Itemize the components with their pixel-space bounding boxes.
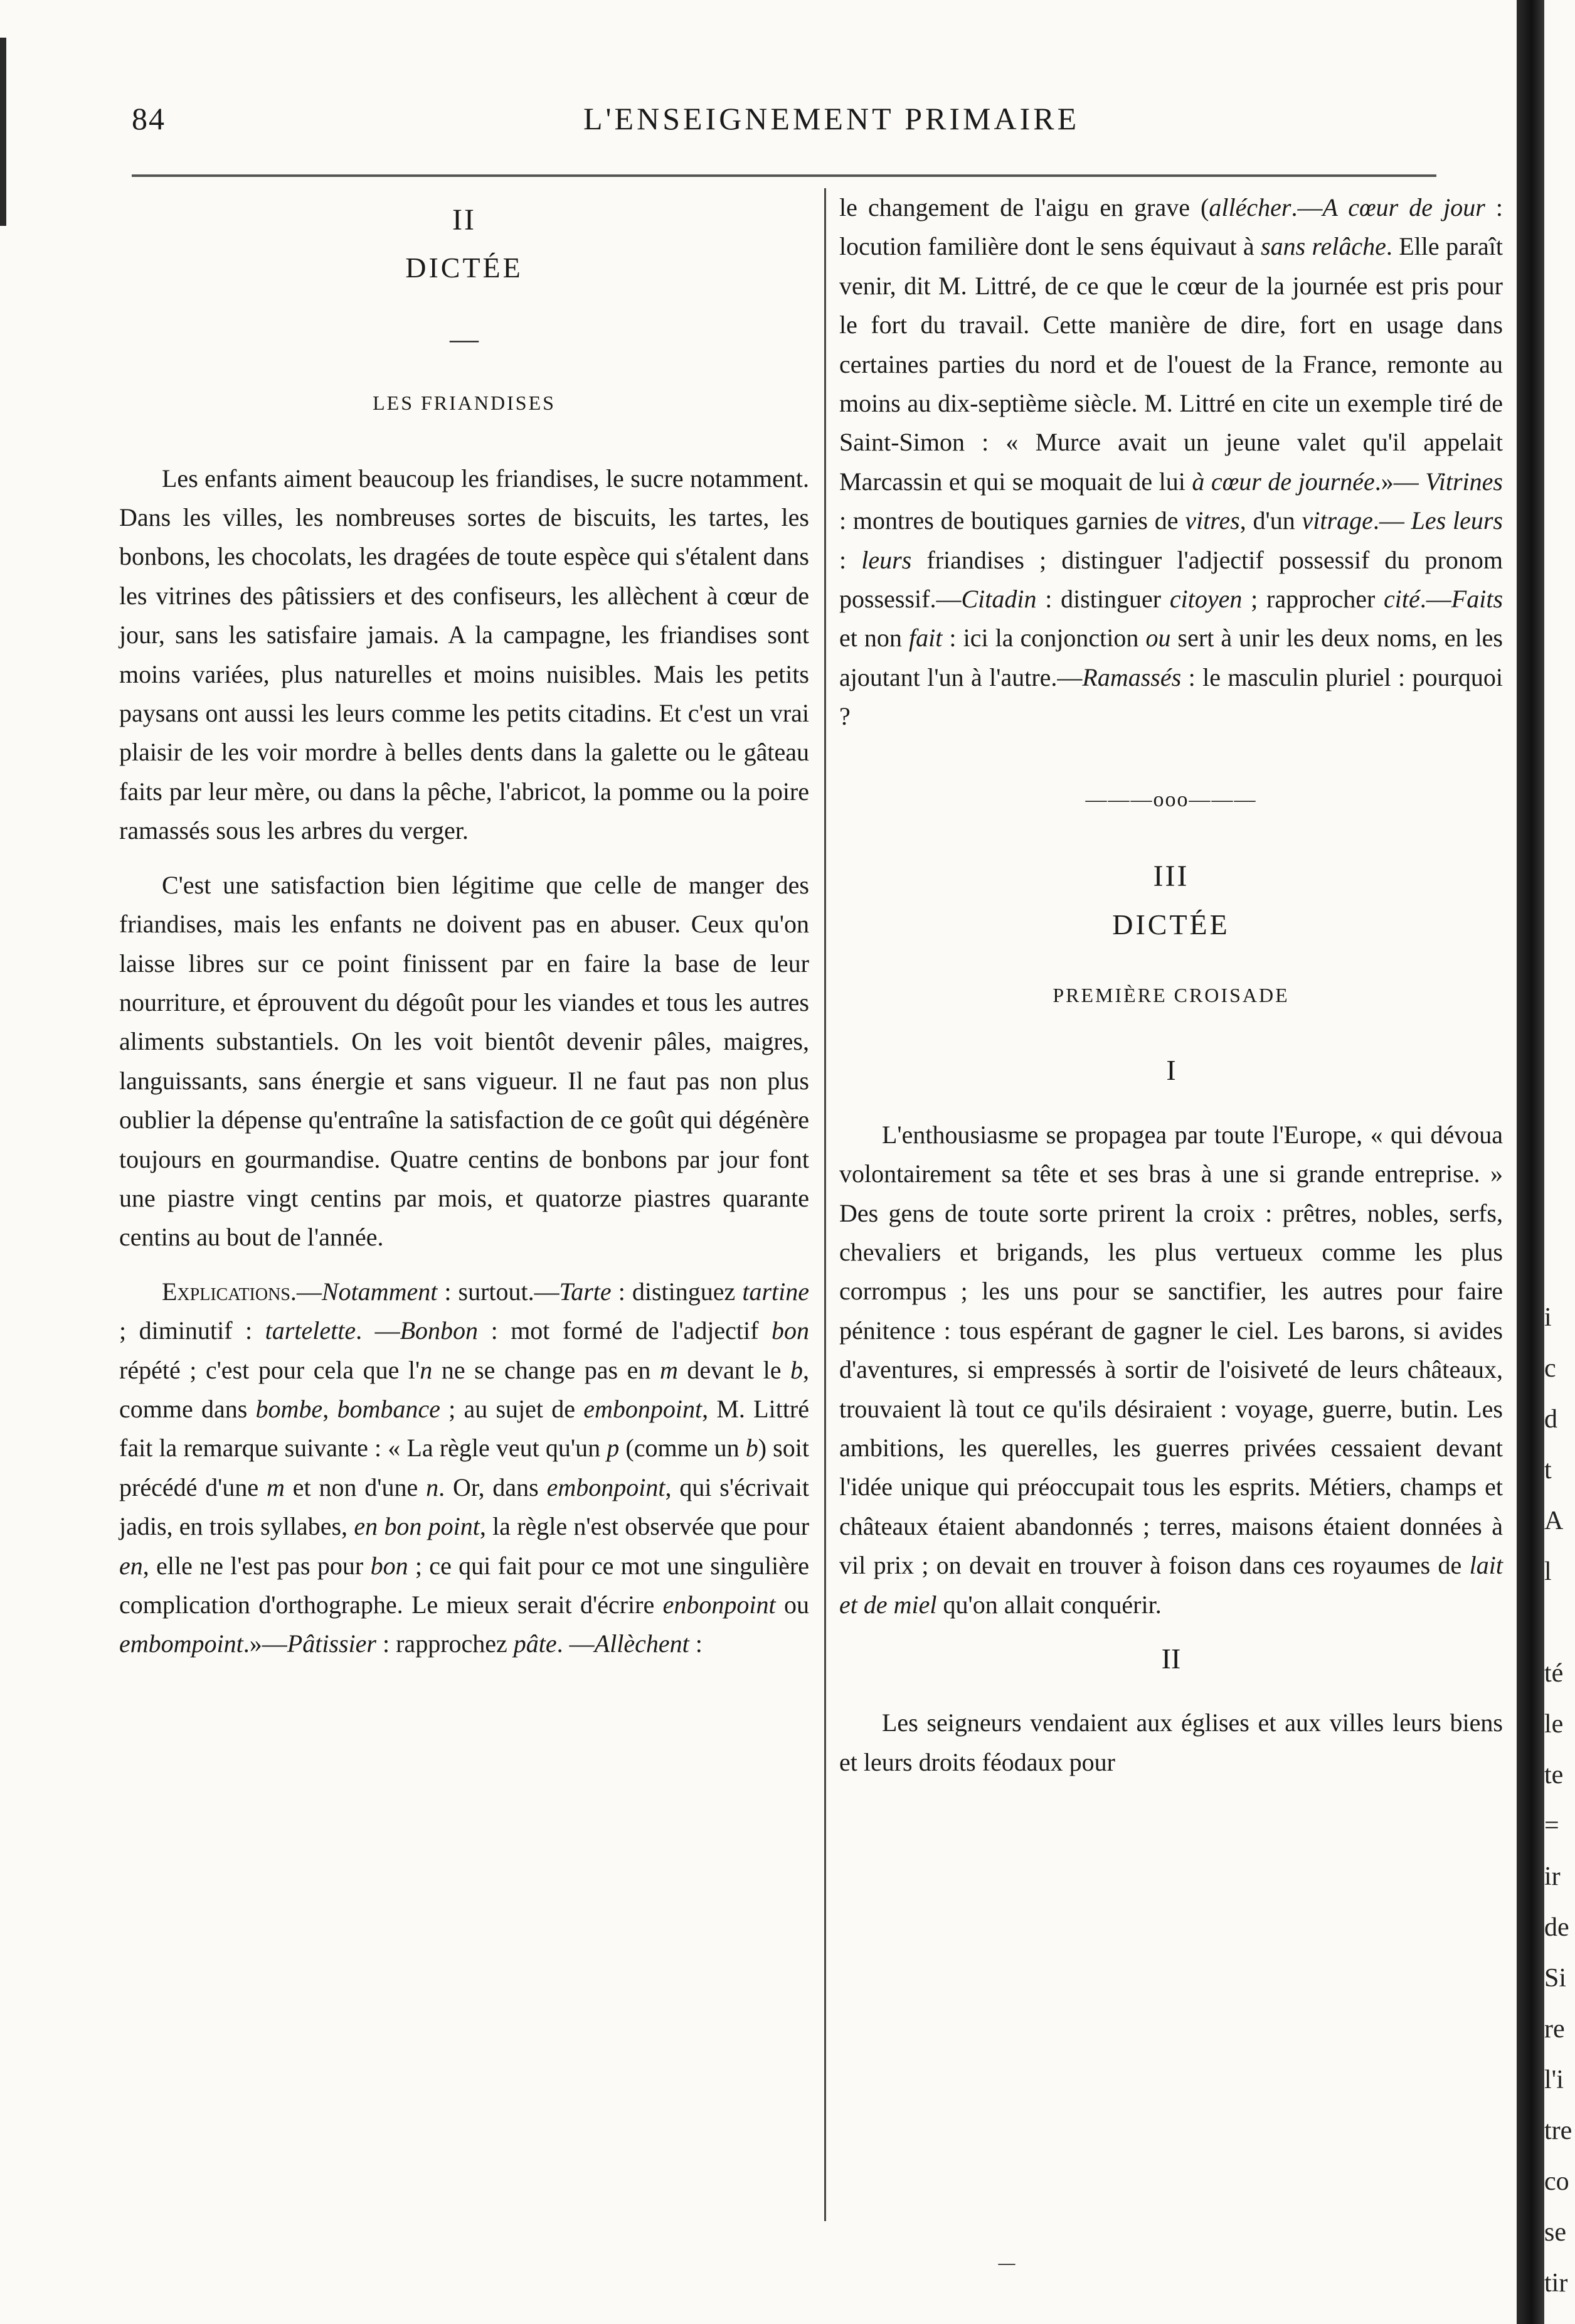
text: :: [689, 1629, 703, 1658]
term: bon: [772, 1316, 810, 1345]
text: ; diminutif :: [119, 1316, 265, 1345]
term: Ramassés: [1082, 663, 1182, 691]
term: embompoint: [119, 1629, 243, 1658]
text: (comme un: [619, 1434, 746, 1463]
term: Les leurs: [1411, 506, 1503, 535]
text: et non: [839, 624, 909, 653]
term: b: [745, 1434, 758, 1463]
text: . —: [356, 1316, 400, 1345]
term: cité: [1384, 585, 1420, 614]
term: A cœur de jour: [1322, 193, 1485, 221]
adjacent-page-fragments: [1544, 1293, 1575, 2309]
text: ne se change pas en: [432, 1355, 660, 1384]
term: bon: [370, 1551, 408, 1580]
fragment: [1544, 1597, 1575, 1648]
text: L'enthousiasme se propagea par toute l'Europe, « qui dévoua volontairement sa tête et ses bras à une si grande entreprise. » Des gens de toute sorte prirent la croix : prêtres, nobles, serfs, chevaliers et brigands, les plus vertueux comme les plus corrompus ; les uns pour se sanctifier, les autres pour faire pénitence : tous espérant de gagner le ciel. Les barons, si avides d'aventures, si empressés à sortir de l'oisiveté de leurs châteaux, trouvaient là tout ce qu'ils désiraient : voyage, guerre, butin. Les ambitions, les querelles, les guerres privées cessaient devant l'idée unique qui préoccupait tous les esprits. Métiers, champs et châteaux étaient abandonnés ; terres, maisons étaient données à vil prix ; on devait en trouver à foison dans ces royaumes de: [839, 1120, 1503, 1580]
text: : le masculin pluriel : pourquoi ?: [839, 663, 1503, 731]
fragment: A: [1544, 1506, 1564, 1535]
column-divider: [824, 188, 826, 2221]
subsection-number: II: [1161, 1643, 1181, 1675]
term: Pâtissier: [287, 1629, 376, 1658]
term: sans relâche: [1261, 232, 1386, 261]
fragment: tir: [1544, 2269, 1568, 2298]
section-separator: ———ooo———: [1085, 787, 1257, 811]
fragment: co: [1544, 2167, 1569, 2196]
term: tartelette: [265, 1316, 356, 1345]
fragment: se: [1544, 2218, 1566, 2247]
fragment: ir: [1544, 1862, 1561, 1891]
paragraph: Les seigneurs vendaient aux églises et aux villes leurs biens et leurs droits féodaux pour: [839, 1708, 1503, 1776]
term: à cœur de journée: [1192, 467, 1375, 496]
text: . Or, dans: [438, 1473, 547, 1501]
text: ; au sujet de: [440, 1394, 584, 1423]
fragment: le: [1544, 1710, 1564, 1739]
term: Notamment: [321, 1277, 438, 1306]
term: en: [119, 1551, 143, 1580]
term: enbonpoint: [662, 1591, 776, 1619]
text: ou: [775, 1591, 810, 1619]
text: répété ; c'est pour cela que l': [119, 1355, 420, 1384]
text: friandises ; distinguer l'adjectif possessif du pronom possessif.—: [839, 545, 1503, 614]
fragment: té: [1544, 1659, 1564, 1688]
paragraph: [839, 1116, 1503, 1624]
dictation-subtitle: PREMIÈRE CROISADE: [1053, 983, 1290, 1006]
term: Citadin: [961, 585, 1037, 614]
paragraph: C'est une satisfaction bien légitime que celle de manger des friandises, mais les enfants ne doivent pas en abuser. Ceux qu'on laisse libres sur ce point finissent par en faire la base de leur nourriture, et éprouvent du dégoût pour les viandes et tous les autres aliments substantiels. On les voit bientôt devenir pâles, maigres, languissants, sans énergie et sans vigueur. Il ne faut pas non plus oublier la dépense qu'entraîne la satisfaction de ce goût qui dégénère toujours en gourmandise. Quatre centins de bonbons par jour font une piastre vingt centins par mois, et quatorze piastres quarante centins au bout de l'année.: [119, 870, 809, 1252]
term: citoyen: [1169, 585, 1243, 614]
text: , elle ne l'est pas pour: [142, 1551, 371, 1580]
section-title: DICTÉE: [1112, 908, 1230, 941]
explanations-label: Explications.: [162, 1277, 297, 1306]
fragment: i: [1544, 1303, 1552, 1332]
text: ; rapprocher: [1242, 585, 1384, 614]
fragment: t: [1544, 1456, 1552, 1484]
explanations-continued: [839, 188, 1503, 737]
text: . —: [556, 1629, 595, 1658]
text: : ici la conjonction: [942, 624, 1146, 653]
fragment: Si: [1544, 1964, 1567, 1993]
text: ; ce qui fait pour ce mot une singulière complication d'orthographe. Le mieux serait d'écrire: [119, 1551, 809, 1619]
text: .—: [1372, 506, 1411, 535]
paragraph: Les enfants aiment beaucoup les friandises, le sucre notamment. Dans les villes, les nombreuses sortes de biscuits, les tartes, les bonbons, les chocolats, les dragées de toute espèce qui s'étalent dans les vitrines des pâtissiers et des confiseurs, les allèchent à cœur de jour, sans les satisfaire jamais. A la campagne, les friandises sont moins variées, plus naturelles et moins nuisibles. Mais les petits paysans ont aussi les leurs comme les petits citadins. Et c'est un vrai plaisir de les voir mordre à belles dents dans la galette ou le gâteau faits par leur mère, ou dans la pêche, l'abricot, la pomme ou la poire ramassés sous les arbres du verger.: [119, 464, 809, 845]
fragment: =: [1544, 1811, 1559, 1840]
text: .»—: [243, 1629, 287, 1658]
text: : mot formé de l'adjectif: [478, 1316, 772, 1345]
fragment: de: [1544, 1913, 1569, 1942]
term: Tarte: [559, 1277, 612, 1306]
text: devant le: [677, 1355, 790, 1384]
term: bombance: [337, 1394, 440, 1423]
text: qu'on allait conquérir.: [936, 1590, 1162, 1619]
term: tartine: [742, 1277, 810, 1306]
fragment: tre: [1544, 2116, 1572, 2145]
text: , comme dans: [119, 1355, 809, 1423]
term: n: [426, 1473, 439, 1501]
term: Faits: [1451, 585, 1503, 614]
term: Vitrines: [1425, 467, 1503, 496]
text: ,: [322, 1394, 337, 1423]
text: sert à unir les deux noms, en les ajoutant l'un à l'autre.—: [839, 624, 1503, 691]
term: lait et de miel: [839, 1551, 1503, 1619]
text: .»—: [1374, 467, 1426, 496]
fragment: te: [1544, 1761, 1564, 1789]
section-number: II: [452, 203, 476, 237]
right-column: [839, 188, 1503, 1797]
text: et non d'une: [284, 1473, 427, 1501]
term: ou: [1145, 624, 1171, 653]
page-number: 84: [132, 101, 166, 136]
term: embonpoint: [583, 1394, 703, 1423]
page-header: [119, 94, 1474, 157]
explanations-paragraph: Explications.—Notamment : surtout.—Tarte : distinguez tartine ; diminutif : tartelette. —Bonbon : mot formé de l'adjectif bon répété ; c'est pour cela que l'n ne se change pas en m devant le b, comme dans bombe, bombance ; au sujet de embonpoint, M. Littré fait la remarque suivante : « La règle veut qu'un p (comme un b) soit précédé d'une m et non d'une n. Or, dans embonpoint, qui s'écrivait jadis, en trois syllabes, en bon point, la règle n'est observée que pour en, elle ne l'est pas pour bon ; ce qui fait pour ce mot une singulière complication d'orthographe. Le mieux serait d'écrire enbonpoint ou embompoint.»—Pâtissier : rapprochez pâte. —Allèchent :: [119, 1277, 810, 1658]
term: Bonbon: [400, 1316, 479, 1345]
text: , M. Littré fait la remarque suivante : « La règle veut qu'un: [119, 1394, 810, 1463]
fragment: d: [1544, 1405, 1557, 1434]
term: Allèchent: [594, 1629, 689, 1658]
text: : surtout.—: [437, 1277, 559, 1306]
term: vitres: [1185, 506, 1240, 535]
text: , d'un: [1239, 506, 1302, 535]
text: : distinguez: [611, 1277, 743, 1306]
fragment: re: [1544, 2015, 1565, 2044]
term: vitrage: [1302, 506, 1373, 535]
text: : rapprochez: [376, 1629, 514, 1658]
text: : distinguer: [1036, 585, 1170, 614]
term: allécher: [1209, 193, 1291, 221]
fragment: c: [1544, 1354, 1556, 1383]
term: en bon point: [354, 1512, 480, 1541]
text: : montres de boutiques garnies de: [839, 506, 1185, 535]
term: p: [607, 1434, 620, 1463]
fragment: l'i: [1544, 2065, 1564, 2094]
section-number: III: [1153, 860, 1189, 893]
running-title: L'ENSEIGNEMENT PRIMAIRE: [583, 101, 1080, 136]
text: :: [839, 545, 862, 574]
binding-shadow: [1517, 0, 1544, 2324]
left-column: [119, 188, 809, 1679]
term: leurs: [861, 545, 912, 574]
text: .—: [1419, 585, 1451, 614]
text: , la règle n'est observée que pour: [479, 1512, 810, 1541]
dictation-subtitle: LES FRIANDISES: [373, 392, 556, 415]
header-rule: [132, 174, 1436, 177]
text: , qui s'écrivait jadis, en trois syllabes,: [119, 1473, 809, 1541]
term: embonpoint: [546, 1473, 666, 1501]
fragment: l: [1544, 1557, 1552, 1586]
subsection-number: I: [1166, 1054, 1176, 1087]
text: .—: [1291, 193, 1323, 221]
term: bombe: [255, 1394, 323, 1423]
text: le changement de l'aigu en grave (: [839, 193, 1209, 221]
term: fait: [909, 624, 943, 653]
term: b: [790, 1355, 803, 1384]
text: ) soit précédé d'une: [119, 1434, 809, 1501]
title-dash: —: [450, 322, 479, 354]
section-title: DICTÉE: [405, 252, 523, 284]
bottom-mark: —: [997, 2252, 1016, 2274]
scan-margin-mark: [0, 38, 6, 226]
text: . Elle paraît venir, dit M. Littré, de ce que le cœur de la journée est pris pour le fort du travail. Cette manière de dire, fort en usage dans certaines parties du nord et de l'ouest de la France, remonte au moins au dix-septième siècle. M. Littré en cite un exemple tiré de Saint-Simon : « Murce avait un jeune valet qu'il appelait Marcassin et qui se moquait de lui: [839, 232, 1503, 496]
term: m: [267, 1473, 285, 1501]
text: : locution familière dont le sens équivaut à: [839, 193, 1503, 261]
term: n: [420, 1355, 433, 1384]
term: m: [659, 1355, 678, 1384]
term: pâte: [513, 1629, 557, 1658]
